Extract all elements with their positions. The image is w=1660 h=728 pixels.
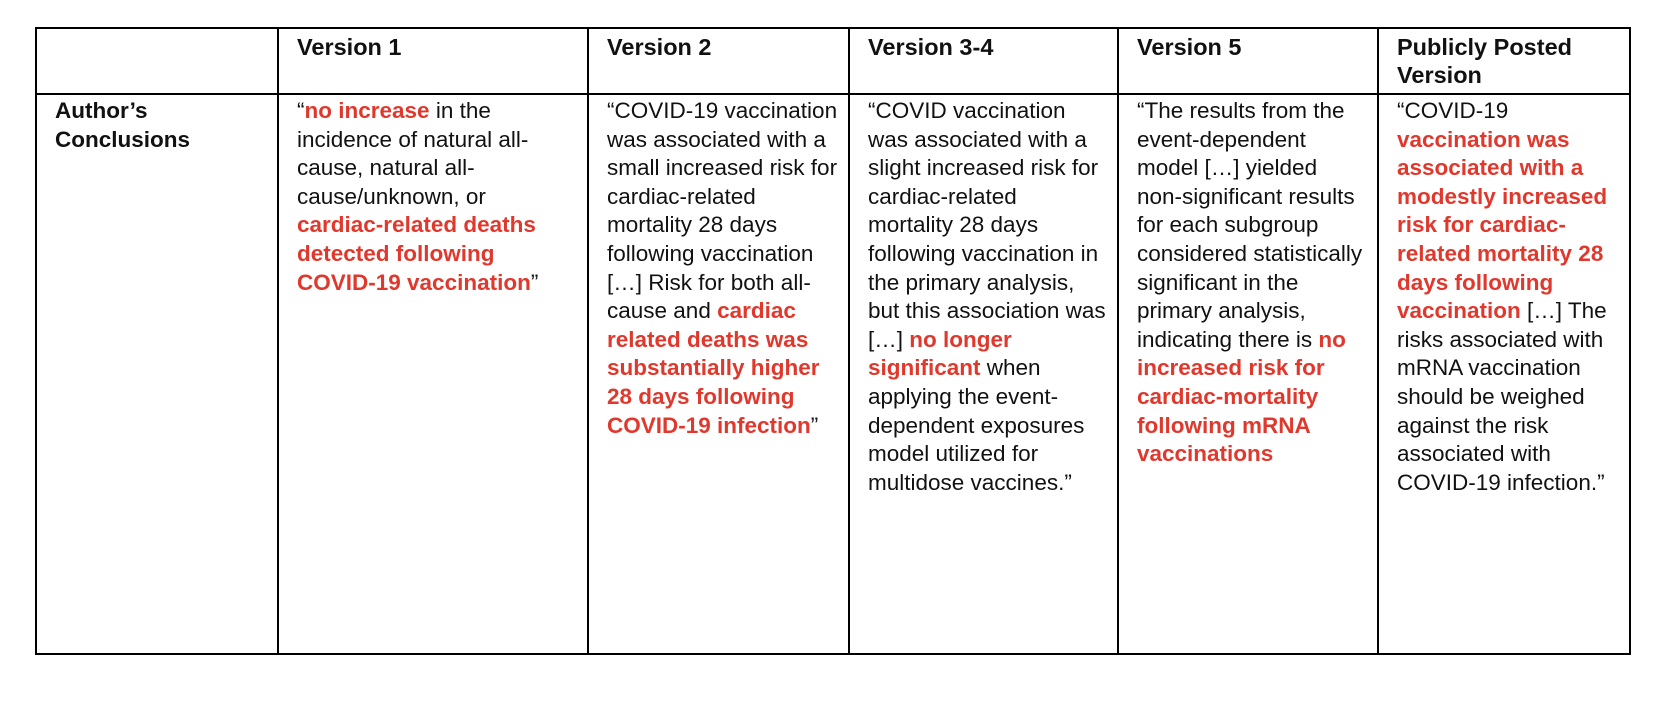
conclusions-row — [36, 94, 1630, 654]
quote-text: […] The risks associated with mRNA vaccination should be weighed against the risk associated with COVID-19 infection.” — [1397, 298, 1607, 495]
version-comparison-table — [35, 27, 1631, 655]
header-version-1: Version 1 — [278, 28, 588, 94]
cell-version-2 — [588, 94, 849, 654]
quote-text: “COVID-19 vaccination was associated with a small increased risk for cardiac-related mortality 28 days following vaccination […] Risk for both all-cause and — [607, 98, 838, 324]
cell-version-5 — [1118, 94, 1378, 654]
cell-version-3-4 — [849, 94, 1118, 654]
cell-version-1 — [278, 94, 588, 654]
highlighted-text: cardiac related deaths was substantially higher 28 days following COVID-19 infection — [607, 298, 820, 438]
header-row — [36, 28, 1630, 94]
quote-text: “COVID vaccination was associated with a slight increased risk for cardiac-related mortality 28 days following vaccination in the primary analysis, but this association was […] — [868, 98, 1106, 352]
highlighted-text: vaccination was associated with a modestly increased risk for cardiac-related mortality 28 days following vaccination — [1397, 126, 1608, 324]
quote-text: “ — [297, 98, 305, 123]
quote-text: “The results from the event-dependent model […] yielded non-significant results for each subgroup considered statistically significant in the primary analysis, indicating there is — [1137, 98, 1363, 352]
highlighted-text: no increased risk for cardiac-mortality following mRNA vaccinations — [1137, 326, 1346, 467]
header-empty-cell — [36, 28, 278, 94]
quote-text: when applying the event-dependent exposures model utilized for multidose vaccines.” — [868, 355, 1085, 495]
cell-publicly-posted — [1378, 94, 1630, 654]
quote-text: ” — [810, 412, 819, 438]
quote-text: ” — [530, 269, 539, 295]
header-version-3-4: Version 3-4 — [849, 28, 1118, 94]
header-publicly-posted: Publicly Posted Version — [1378, 28, 1630, 94]
row-label: Author’s Conclusions — [36, 94, 278, 654]
highlighted-text: cardiac-related deaths detected following COVID-19 vaccination — [297, 212, 536, 295]
header-version-5: Version 5 — [1118, 28, 1378, 94]
quote-text: in the incidence of natural all-cause, natural all-cause/unknown, or — [297, 98, 529, 209]
highlighted-text: no increase — [304, 98, 430, 123]
header-version-2: Version 2 — [588, 28, 849, 94]
quote-text: “COVID-19 — [1397, 98, 1509, 123]
highlighted-text: no longer significant — [868, 326, 1012, 381]
